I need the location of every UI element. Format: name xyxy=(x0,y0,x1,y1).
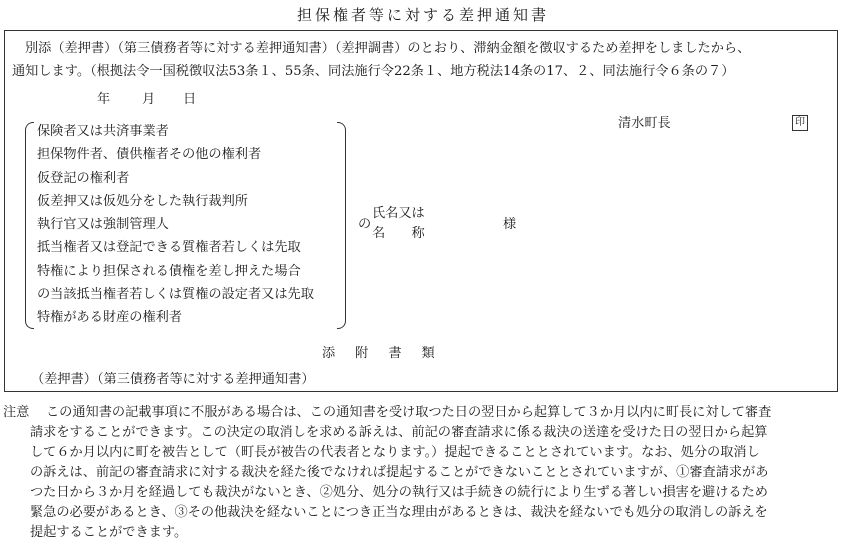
seal-mark: 印 xyxy=(792,115,808,131)
holder-item: 仮登記の権利者 xyxy=(37,170,130,186)
date-year: 年 xyxy=(97,92,111,107)
body-line-1: 別添（差押書）（第三債務者等に対する差押通知書）（差押調書）のとおり、滞納金額を徴収するため差押をしましたから、 xyxy=(25,41,751,56)
note-line: 請求をすることができます。この決定の取消しを求める訴えは、前記の審査請求に係る裁決の送達を受けた日の翌日から起算 xyxy=(30,425,768,440)
holder-item: の当該抵当権者若しくは質権の設定者又は先取 xyxy=(37,287,314,303)
holder-item: 保険者又は共済事業者 xyxy=(37,124,169,139)
holder-item: 執行官又は強制管理人 xyxy=(37,217,169,233)
note-line: つた日から３か月を経過しても裁決がないとき、②処分、処分の執行又は手続きの続行により生ずる著しい損害を避けるため xyxy=(30,485,768,500)
date-month: 月 xyxy=(142,92,156,107)
note-line: 提起することができます。 xyxy=(30,525,188,540)
document-title: 担保権者等に対する差押通知書 xyxy=(296,6,549,24)
holder-list xyxy=(37,122,314,332)
holder-item: 仮差押又は仮処分をした執行裁判所 xyxy=(37,193,248,209)
holder-item: 担保物件者、債供権者その他の権利者 xyxy=(37,147,262,163)
recipient-no: の xyxy=(358,217,372,232)
note-line: の訴えは、前記の審査請求に対する裁決を経た後でなければ提起することができないこととされていますが、①審査請求があ xyxy=(30,465,769,480)
honorific: 様 xyxy=(503,217,517,232)
note-line: 緊急の必要があるとき、③その他裁決を経ないことにつき正当な理由があるときは、裁決を経ないでも処分の取消しの訴えを xyxy=(30,505,768,520)
note-line: この通知書の記載事項に不服がある場合は、この通知書を受け取つた日の翌日から起算して３か月以内に町長に対して審査 xyxy=(46,405,772,420)
holder-item: 特権がある財産の権利者 xyxy=(37,310,183,326)
holder-item: 特権により担保される債権を差し押えた場合 xyxy=(37,263,301,279)
recipient-label-2: 名 称 xyxy=(372,226,425,241)
body-line-2: 通知します。（根拠法令一国税徴収法53条１、55条、同法施行令22条１、地方税法14条の17、２、同法施行令６条の７） xyxy=(12,64,735,79)
right-bracket xyxy=(337,122,346,329)
recipient-label-1: 氏名又は xyxy=(372,206,425,221)
attachments-item: （差押書）（第三債務者等に対する差押通知書） xyxy=(31,372,315,387)
note-line: して６か月以内に町を被告として（町長が被告の代表者となります。）提起できることとされています。なお、処分の取消し xyxy=(30,445,760,460)
attachments-heading: 添附書類 xyxy=(322,346,455,361)
left-bracket xyxy=(25,122,34,329)
date-day: 日 xyxy=(183,92,197,107)
holder-item: 抵当権者又は登記できる質権者若しくは先取 xyxy=(37,240,301,256)
issuer-name: 清水町長 xyxy=(618,116,671,131)
note-label: 注意 xyxy=(3,405,30,420)
